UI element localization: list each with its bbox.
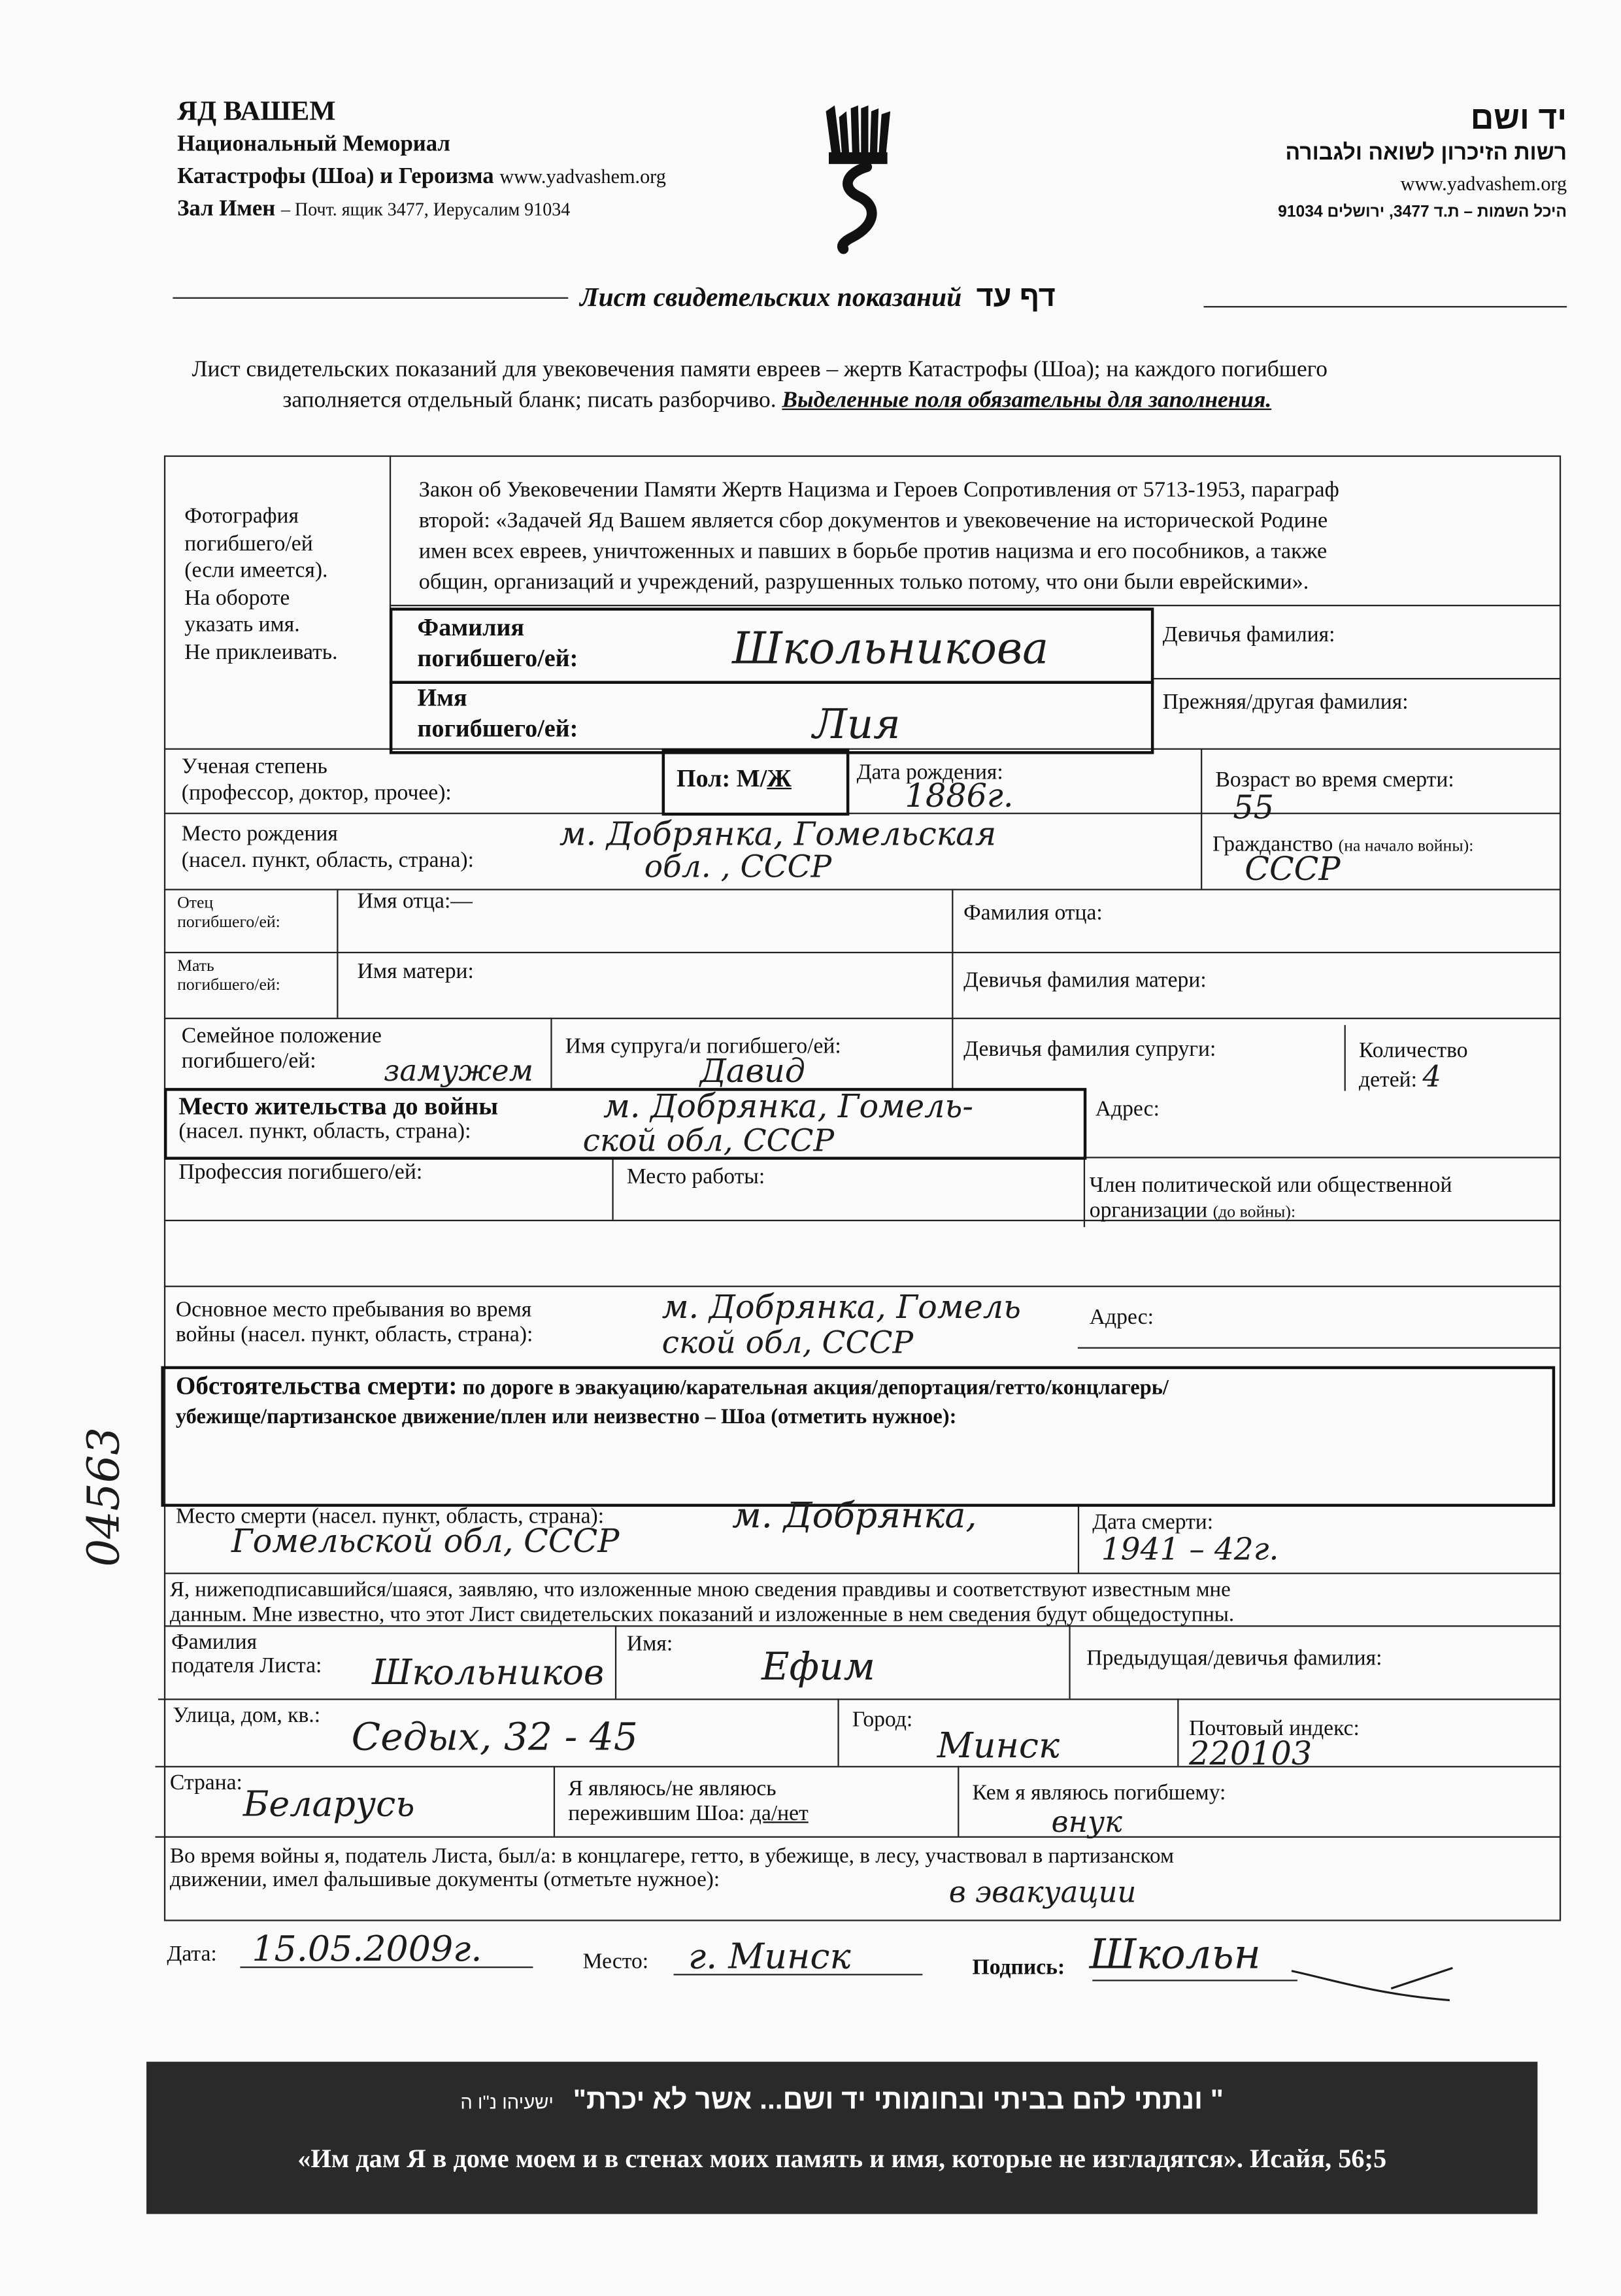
org-line3-ru: Катастрофы (Шоа) и Героизма [177,163,494,189]
footer-quote-ru: «Им дам Я в доме моем и в стенах моих память и имя, которые не изгладятся». Исайя, 56;5 [297,2144,1387,2173]
intro-line-1: Лист свидетельских показаний для увековечения памяти евреев – жертв Катастрофы (Шоа); на каждого погибшего [192,357,1328,382]
residence-label-title: Место жительства до войны [178,1092,499,1121]
survivor-label [568,1778,809,1827]
form-title-ru: Лист свидетельских показаний [580,284,962,314]
residence-value-line2[interactable]: ской обл, СССР [582,1123,835,1158]
header-left [177,97,792,226]
label-line: Мать [177,957,214,975]
citizenship-value[interactable]: СССР [1245,852,1341,889]
label-line: Фамилия [171,1631,258,1655]
footer-quote-he [146,2085,1537,2117]
date-value[interactable]: 15.05.2009г. [252,1928,482,1970]
label-line: Имя [417,683,467,712]
submitter-name-label: Имя: [626,1632,673,1657]
submitter-war-line: Во время войны я, податель Листа, был/а: в концлагере, гетто, в убежище, в лесу, участвовал в партизанском [169,1845,1174,1868]
sex-label-text: Пол: М/ [677,764,767,792]
label-line: Ученая степень [181,755,327,779]
submitter-surname-value[interactable]: Школьников [372,1651,605,1693]
father-name-label [358,890,473,915]
label-line: погибшего/ей: [177,976,280,994]
declaration-line: Я, нижеподписавшийся/шаяся, заявляю, что изложенные мною сведения правдивы и соответствуют известным мне [169,1578,1231,1602]
submitter-surname-label [171,1631,322,1678]
father-name-label-text: Имя отца: [357,890,451,914]
submitter-war-line: движении, имел фальшивые документы (отметьте нужное): [169,1868,720,1892]
age-value[interactable]: 55 [1233,790,1275,828]
dod-value[interactable]: 1941 – 42г. [1101,1531,1279,1567]
father-name-dash: — [450,890,473,914]
required-note: Выделенные поля обязательны для заполнения. [782,388,1272,413]
label-line: Семейное положение [181,1024,382,1049]
country-label: Страна: [169,1772,242,1795]
org-url-ru: www.yadvashem.org [499,165,666,188]
father-surname-label: Фамилия отца: [963,902,1103,926]
workplace-label: Место работы: [626,1165,765,1189]
zip-label: Почтовый индекс: [1189,1717,1360,1742]
header-right [1113,99,1567,226]
children-label [1359,1039,1468,1094]
birthplace-value-line2[interactable]: обл. , СССР [644,849,832,885]
marital-value[interactable]: замужем [383,1053,533,1089]
label-line: организации [1089,1199,1208,1223]
submitter-prev-surname-label: Предыдущая/девичья фамилия: [1086,1647,1382,1671]
mother-name-label: Имя матери: [357,960,474,985]
form-title-he: דף עד [976,281,1056,314]
signature-flourish-icon [1288,1962,1464,2006]
date-label: Дата: [167,1943,217,1967]
label-line: Отец [177,894,214,913]
city-value[interactable]: Минск [937,1725,1060,1766]
dob-value[interactable]: 1886г. [905,779,1014,816]
declaration-text [170,1579,1234,1629]
label-line: погибшего/ей: [417,644,578,673]
victim-surname-value[interactable]: Школьникова [732,624,1049,675]
children-value[interactable]: 4 [1422,1058,1441,1094]
victim-name-label [417,683,578,744]
sex-label[interactable] [677,766,792,790]
circumstances-line1: по дороге в эвакуацию/карательная акция/депортация/гетто/концлагерь/ [457,1376,1169,1400]
address-ru: – Почт. ящик 3477, Иерусалим 91034 [281,199,571,220]
intro-line-2-text: заполняется отдельный бланк; писать разборчиво. [282,388,777,413]
dob-label: Дата рождения: [856,761,1003,785]
dod-label: Дата смерти: [1092,1511,1214,1535]
mother-maiden-label: Девичья фамилия матери: [963,969,1207,993]
signature-value[interactable]: Школьн [1089,1930,1262,1978]
marital-label [182,1025,382,1075]
country-value[interactable]: Беларусь [242,1783,415,1825]
zip-value[interactable]: 220103 [1189,1736,1312,1774]
citizenship-label-text: Гражданство [1212,833,1333,857]
victim-surname-label [417,612,578,673]
victim-maiden-label: Девичья фамилия: [1162,624,1335,647]
photo-label-line: указать имя. [184,613,300,637]
org-name-ru: ЯД ВАШЕМ [177,96,336,127]
wartime-label [176,1299,533,1349]
law-line: второй: «Задачей Яд Вашем является сбор документов и увековечение на исторической Родине [418,508,1328,533]
wartime-address-label: Адрес: [1089,1306,1154,1330]
org-line2-he: רשות הזיכרון לשואה ולגבורה [1285,141,1567,166]
label-line: Я являюсь/не являюсь [568,1778,777,1801]
survivor-options[interactable]: да/нет [750,1802,809,1827]
label-line: Количество [1358,1039,1468,1064]
membership-label [1090,1174,1452,1224]
signature-label: Подпись: [972,1956,1065,1980]
profession-label: Профессия погибшего/ей: [178,1161,423,1185]
org-url-he: www.yadvashem.org [1400,173,1567,195]
victim-prev-surname-label: Прежняя/другая фамилия: [1162,691,1409,715]
law-line: Закон об Увековечении Памяти Жертв Нацизма и Героев Сопротивления от 5713-1953, параграф [418,477,1339,503]
label-line: Основное место пребывания во время [175,1298,532,1323]
wartime-value-line2[interactable]: ской обл, СССР [661,1325,914,1360]
spouse-value[interactable]: Давид [699,1054,805,1091]
spouse-maiden-label: Девичья фамилия супруги: [963,1038,1216,1062]
submitter-war-value[interactable]: в эвакуации [948,1874,1137,1910]
archive-margin-number: 04563 [78,1427,131,1567]
label-line: (насел. пункт, область, страна): [178,1120,471,1144]
photo-label-line: погибшего/ей [184,532,313,556]
law-line: общин, организаций и учреждений, разрушенных только потому, что они были еврейскими». [418,569,1309,595]
org-name-he: יד ושם [1470,99,1567,137]
wartime-value-line1[interactable]: м. Добрянка, Гомель [661,1290,1022,1327]
residence-value-line1[interactable]: м. Добрянка, Гомель- [603,1089,974,1126]
father-row-label [177,895,280,933]
circumstances-label [176,1370,1169,1432]
deathplace-label: Место смерти (насел. пункт, область, страна): [175,1505,605,1529]
label-line: войны (насел. пункт, область, страна): [175,1323,533,1347]
street-value[interactable]: Седых, 32 - 45 [351,1716,638,1761]
address-label: Адрес: [1095,1098,1160,1122]
label-line: Член политической или общественной [1089,1174,1452,1198]
title-rule-right [1204,306,1567,307]
street-label: Улица, дом, кв.: [173,1704,321,1728]
age-label: Возраст во время смерти: [1215,768,1454,792]
label-line: подателя Листа: [171,1654,322,1678]
photo-label-line: Не приклеивать. [184,640,338,664]
residence-label [178,1092,498,1145]
declaration-line: данным. Мне известно, что этот Лист свидетельских показаний и изложенные в нем сведения будут общедоступны. [169,1603,1235,1627]
form-title [580,281,1056,315]
relation-value[interactable]: внук [1051,1804,1122,1840]
spouse-label: Имя супруга/и погибшего/ей: [565,1035,841,1059]
circumstances-title: Обстоятельства смерти: [175,1370,458,1400]
deathplace-value-line2[interactable]: Гомельской обл, СССР [231,1524,620,1561]
sex-female-option[interactable]: Ж [767,764,792,792]
place-label: Место: [582,1950,649,1974]
label-line: (насел. пункт, область, страна): [181,849,474,873]
law-text [419,475,1339,598]
photo-label-line: На обороте [184,586,290,610]
photo-label-line: Фотография [184,505,299,529]
address-he: היכל השמות – ת.ד 3477, ירושלים 91034 [1278,203,1567,222]
mother-row-label [177,958,280,996]
org-line2-ru: Национальный Мемориал [177,131,450,157]
title-rule-left [173,297,568,299]
label-line: погибшего/ей: [181,1049,316,1073]
survivor-label-text: пережившим Шоа: [568,1802,745,1827]
intro-line-2 [282,388,1271,413]
membership-sub: (до войны): [1212,1204,1296,1221]
label-line: Место рождения [181,822,338,847]
label-line: погибшего/ей: [177,913,280,932]
children-label-text: детей: [1358,1069,1417,1092]
circumstances-line2: убежище/партизанское движение/плен или неизвестно – Шоа (отметить нужное): [175,1406,957,1430]
hall-of-names-ru: Зал Имен [177,196,276,222]
deathplace-value-line1[interactable]: м. Добрянка, [732,1494,977,1536]
footer-banner [146,2062,1537,2214]
photo-label [184,503,337,666]
footer-quote-he-text: " ונתתי להם בביתי ובחומותי יד ושם... אשר לא יכרת" [573,2085,1224,2116]
submitter-name-value[interactable]: Ефим [761,1646,875,1690]
relation-label: Кем я являюсь погибшему: [972,1781,1226,1806]
citizenship-label-sub: (на начало войны): [1338,837,1474,856]
yad-vashem-logo-icon [823,103,896,255]
victim-name-value[interactable]: Лия [812,700,901,749]
city-label: Город: [852,1708,913,1732]
footer-quote-he-ref: ישעיהו נ"ו ה [460,2091,554,2114]
photo-label-line: (если имеется). [184,559,328,583]
birthplace-value-line1[interactable]: м. Добрянка, Гомельская [559,817,997,854]
label-line: (профессор, доктор, прочее): [181,782,452,805]
label-line: Фамилия [417,613,525,642]
law-line: имен всех евреев, уничтоженных и павших в борьбе против нацизма и его пособников, а также [418,539,1328,564]
label-line: погибшего/ей: [417,715,578,743]
place-value[interactable]: г. Минск [688,1936,851,1977]
birthplace-label [182,822,474,875]
degree-label [182,754,452,807]
